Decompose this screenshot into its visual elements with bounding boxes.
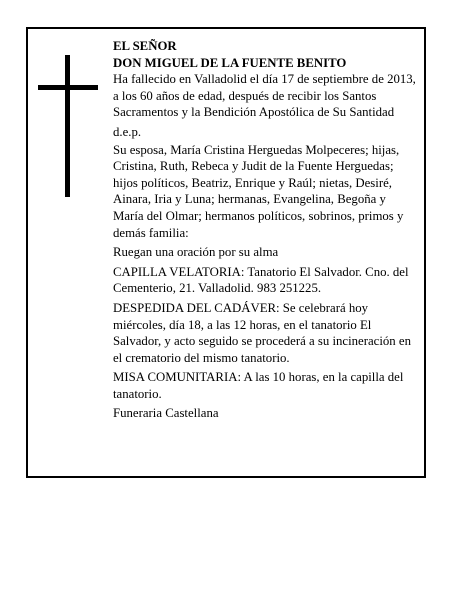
heading-title: EL SEÑOR: [113, 39, 177, 53]
chapel-info: CAPILLA VELATORIA: Tanatorio El Salvador. Cno. del Cementerio, 21. Valladolid. 983 251225.: [113, 264, 409, 296]
farewell-info: DESPEDIDA DEL CADÁVER: Se celebrará hoy miércoles, día 18, a las 12 horas, en el tanatorio El Salvador, y acto seguido se procederá a su incineración en el crematorio del mismo tanatorio.: [113, 300, 411, 365]
cross-vertical-bar: [65, 55, 70, 197]
prayer-request: Ruegan una oración por su alma: [113, 245, 279, 260]
cross-horizontal-bar: [38, 85, 98, 90]
mass-info: MISA COMUNITARIA: A las 10 horas, en la capilla del tanatorio.: [113, 370, 404, 401]
family-list: Su esposa, María Cristina Herguedas Molpeceres; hijas, Cristina, Ruth, Rebeca y Judit de la Fuente Herguedas; hijos políticos, Beatriz, Enrique y Raúl; nietas, Desiré, Ainara, Iria y Luna; hermanas, Evangelina, Begoña y María del Olmar; hermanos políticos, sobrinos, primos y demás familia:: [113, 142, 404, 240]
cross-icon: [38, 55, 98, 197]
death-announcement: Ha fallecido en Valladolid el día 17 de septiembre de 2013, a los 60 años de edad, después de recibir los Santos Sacramentos y la Bendición Apostólica de Su Santidad: [113, 72, 416, 120]
funeral-home: Funeraria Castellana: [113, 406, 219, 421]
dep-abbreviation: d.e.p.: [113, 124, 142, 139]
notice-text: [113, 38, 419, 425]
deceased-name: DON MIGUEL DE LA FUENTE BENITO: [113, 55, 347, 70]
